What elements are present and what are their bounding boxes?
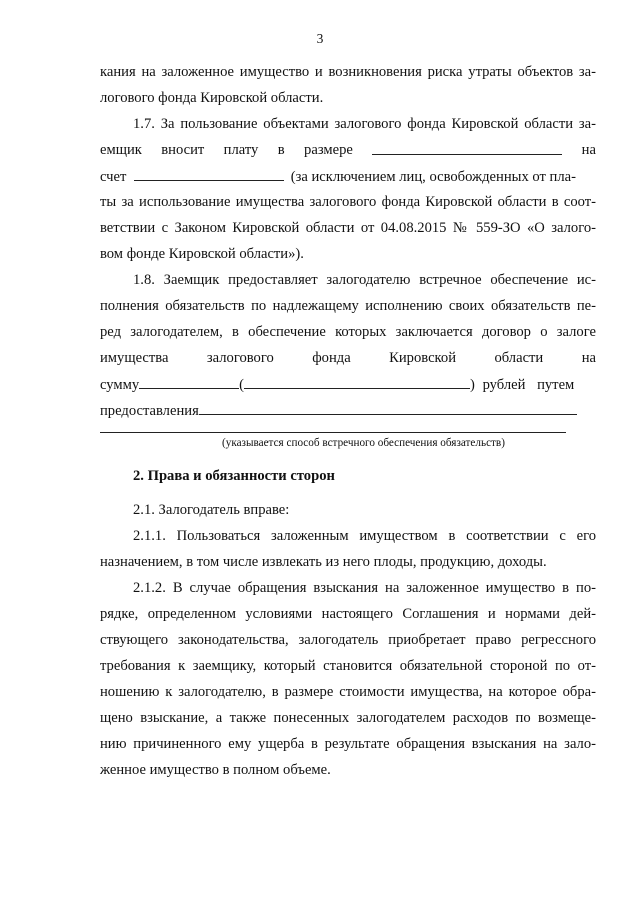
text-line-account (100, 166, 596, 186)
text-line: требования к заемщику, который становится обязательной стороной по от- (100, 658, 596, 674)
amount-blank (372, 140, 562, 155)
text-fragment: (за исключением лиц, освобожденных от пла- (290, 169, 576, 185)
text-line: назначением, в том числе извлекать из него плоды, продукцию, доходы. (100, 554, 547, 570)
text-line-provision (100, 400, 596, 420)
text-line: кания на заложенное имущество и возникновения риска утраты объектов за- (100, 64, 596, 80)
account-blank (134, 166, 284, 181)
text-line: логового фонда Кировской области. (100, 90, 324, 106)
word: плату (223, 142, 259, 158)
text-line: ветствии с Законом Кировской области от 04.08.2015 № 559-ЗО «О залого- (100, 220, 596, 236)
word: рублей (482, 377, 526, 393)
text-line-sum (100, 374, 596, 394)
text-line: полнения обязательств по надлежащему исполнению своих обязательств пе- (100, 298, 596, 314)
paragraph-2-1-2-start: 2.1.2. В случае обращения взыскания на заложенное имущество в по- (133, 580, 596, 596)
text-line: вом фонде Кировской области»). (100, 246, 304, 262)
word: на (581, 142, 596, 158)
word: в (277, 142, 285, 158)
page-number: 3 (316, 31, 324, 46)
paragraph-1-7-start: 1.7. За пользование объектами залогового фонда Кировской области за- (133, 116, 596, 132)
text-line: щено взыскание, а также понесенных залогодателем расходов по возмеще- (100, 710, 596, 726)
word: на (581, 350, 596, 366)
word: предоставления (100, 403, 199, 419)
paragraph-1-8-start: 1.8. Заемщик предоставляет залогодателю встречное обеспечение ис- (133, 272, 596, 288)
provision-blank (199, 400, 577, 415)
paragraph-2-1-1-start: 2.1.1. Пользоваться заложенным имуществом в соответствии с его (133, 528, 596, 544)
section-heading: 2. Права и обязанности сторон (133, 468, 335, 484)
word: залогового (206, 350, 274, 366)
text-line (100, 348, 596, 368)
word: области (494, 350, 544, 366)
text-line: ты за использование имущества залогового фонда Кировской области в соот- (100, 194, 596, 210)
word: сумму (100, 377, 140, 393)
word: емщик (100, 142, 142, 158)
paren-open: ( (239, 377, 245, 393)
text-line: ред залогодателем, в обеспечение которых заключается договор о залоге (100, 324, 596, 340)
text-line-payment-amount (100, 140, 596, 160)
text-line: ствующего законодательства, залогодатель приобретает право регрессного (100, 632, 596, 648)
paragraph-2-1: 2.1. Залогодатель вправе: (133, 502, 290, 518)
sum-words-blank (244, 374, 470, 389)
field-caption: (указывается способ встречного обеспечения обязательств) (222, 437, 505, 449)
word: имущества (100, 350, 169, 366)
signature-line (100, 432, 566, 433)
word: счет (100, 169, 127, 185)
word: путем (537, 377, 575, 393)
sum-number-blank (139, 374, 239, 389)
text-line: женное имущество в полном объеме. (100, 762, 331, 778)
word: Кировской (389, 350, 457, 366)
text-line: рядке, определенном условиями настоящего Соглашения и нормами дей- (100, 606, 596, 622)
text-line: ношению к залогодателю, в размере стоимости имущества, на которое обра- (100, 684, 596, 700)
word: размере (304, 142, 353, 158)
word: фонда (312, 350, 351, 366)
text-line: нию причиненного ему ущерба в результате обращения взыскания на зало- (100, 736, 596, 752)
word: вносит (161, 142, 205, 158)
paren-close: ) (470, 377, 475, 393)
